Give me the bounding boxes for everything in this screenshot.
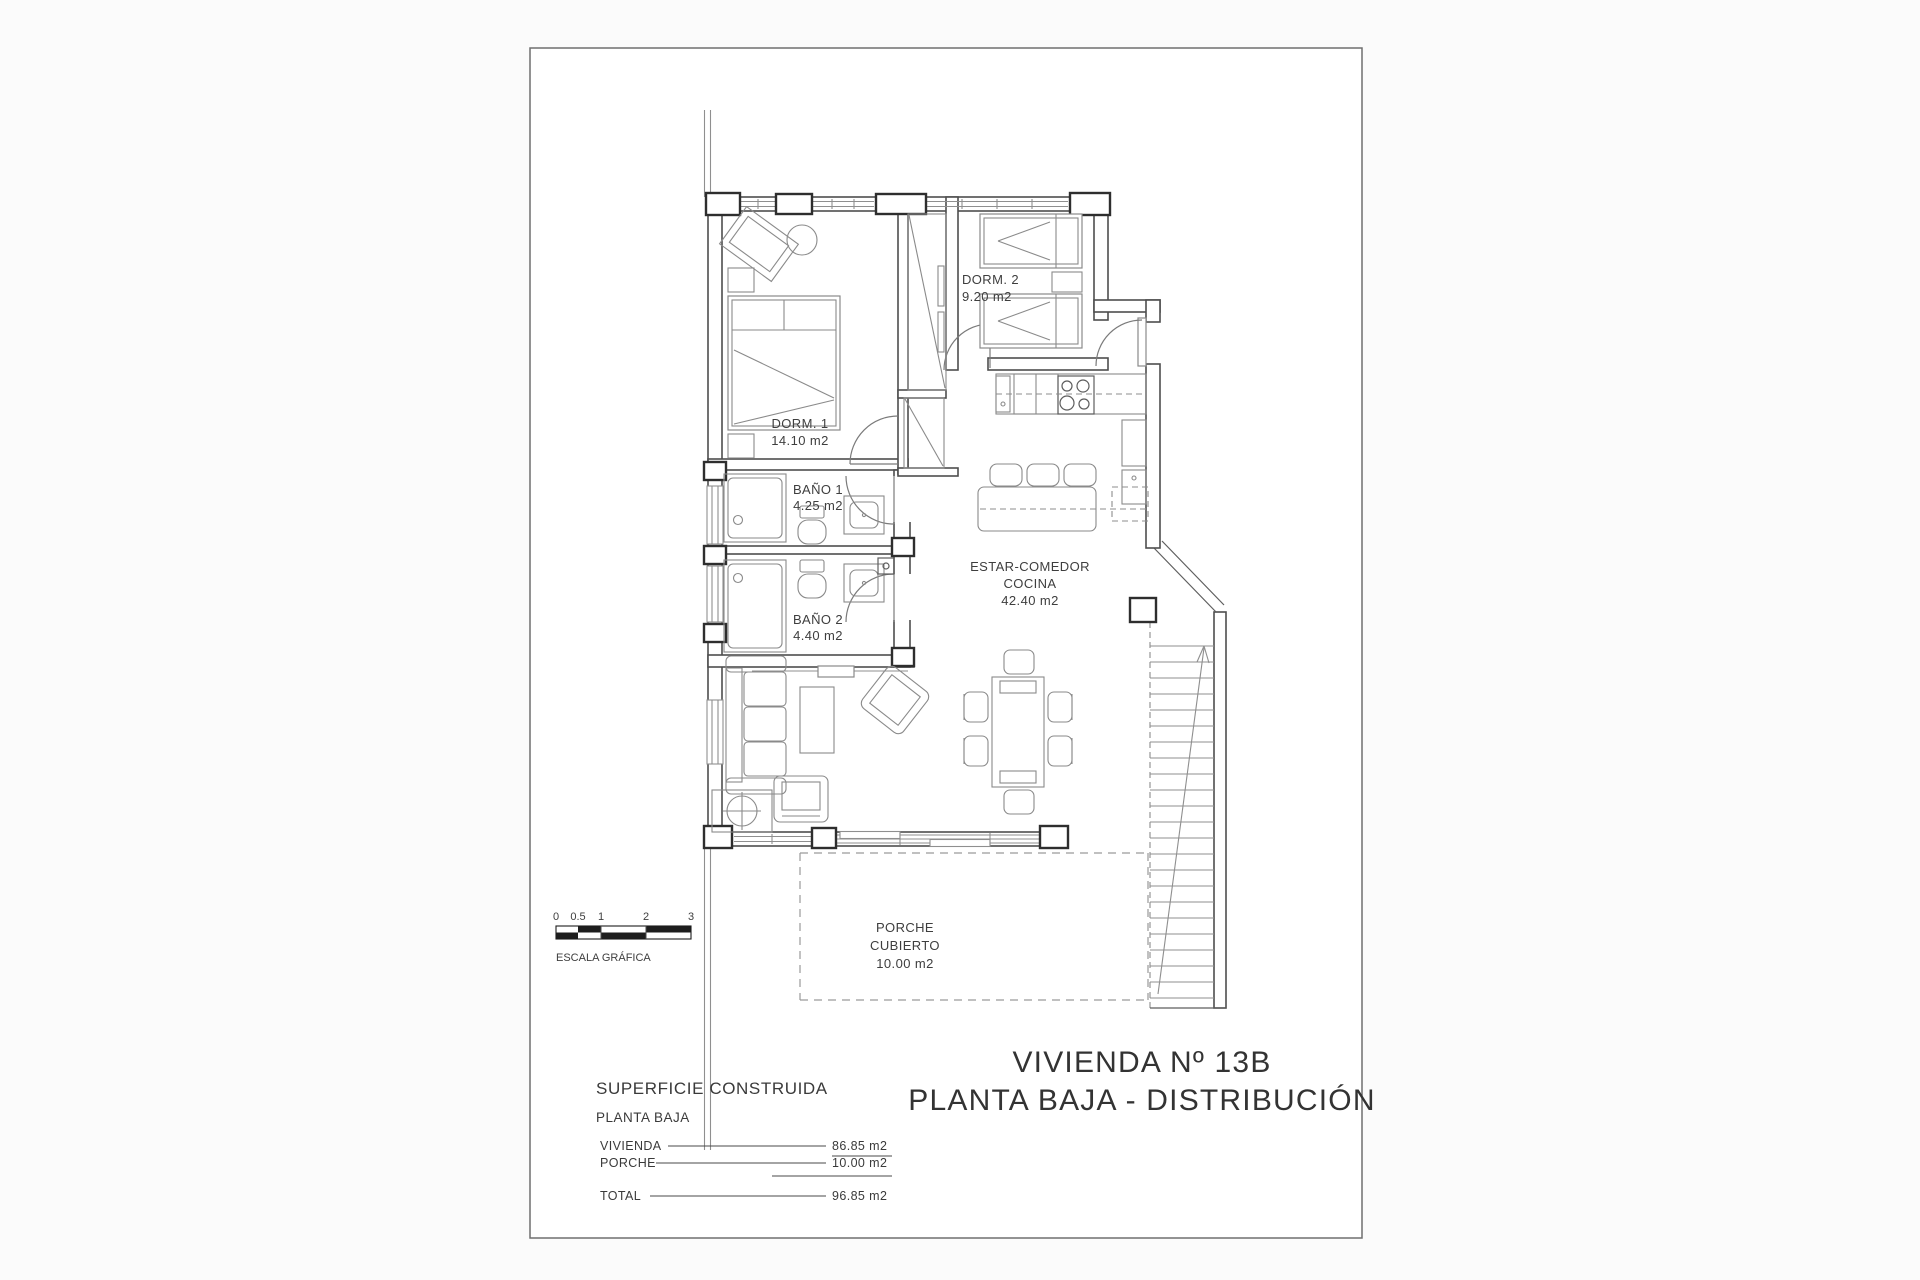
summary-heading: SUPERFICIE CONSTRUIDA — [596, 1079, 828, 1098]
scale-bar-label: ESCALA GRÁFICA — [556, 952, 651, 964]
scale-tick-3: 3 — [687, 911, 695, 923]
bano2-label: BAÑO 2 — [792, 612, 844, 627]
summary-total-value: 96.85 m2 — [832, 1189, 888, 1203]
summary-row-value: 10.00 m2 — [832, 1156, 888, 1170]
dorm2-label: DORM. 2 — [962, 272, 1019, 287]
summary-total-label: TOTAL — [600, 1189, 642, 1203]
scale-tick-0: 0 — [552, 911, 560, 923]
scale-tick-2: 2 — [642, 911, 650, 923]
porche-label: PORCHE — [875, 920, 935, 935]
scale-tick-05: 0.5 — [570, 911, 586, 923]
estar-label: ESTAR-COMEDOR — [970, 559, 1090, 574]
summary-row-label: VIVIENDA — [600, 1139, 662, 1153]
summary-row-label: PORCHE — [600, 1156, 656, 1170]
window-left-3 — [707, 700, 723, 764]
summary-row-value: 86.85 m2 — [832, 1139, 888, 1153]
stair-pillar — [1130, 598, 1156, 622]
single-bed-1-icon — [980, 214, 1082, 268]
porche-area: 10.00 m2 — [876, 956, 934, 971]
summary-subheading: PLANTA BAJA — [596, 1110, 690, 1125]
bano1-area: 4.25 m2 — [793, 498, 843, 513]
estar-area: 42.40 m2 — [1001, 593, 1059, 608]
plan-title-line1: VIVIENDA Nº 13B — [1012, 1046, 1272, 1079]
porche-label2: CUBIERTO — [870, 938, 940, 953]
dorm1-area: 14.10 m2 — [771, 433, 829, 448]
window-left-1 — [707, 486, 723, 544]
scale-tick-1: 1 — [597, 911, 605, 923]
plan-title-line2: PLANTA BAJA - DISTRIBUCIÓN — [908, 1084, 1376, 1117]
bano1-label: BAÑO 1 — [792, 482, 844, 497]
dorm1-label: DORM. 1 — [771, 416, 829, 431]
window-left-2 — [707, 566, 723, 622]
bano2-area: 4.40 m2 — [793, 628, 843, 643]
dorm2-area: 9.20 m2 — [962, 289, 1012, 304]
estar-label2: COCINA — [1003, 576, 1057, 591]
